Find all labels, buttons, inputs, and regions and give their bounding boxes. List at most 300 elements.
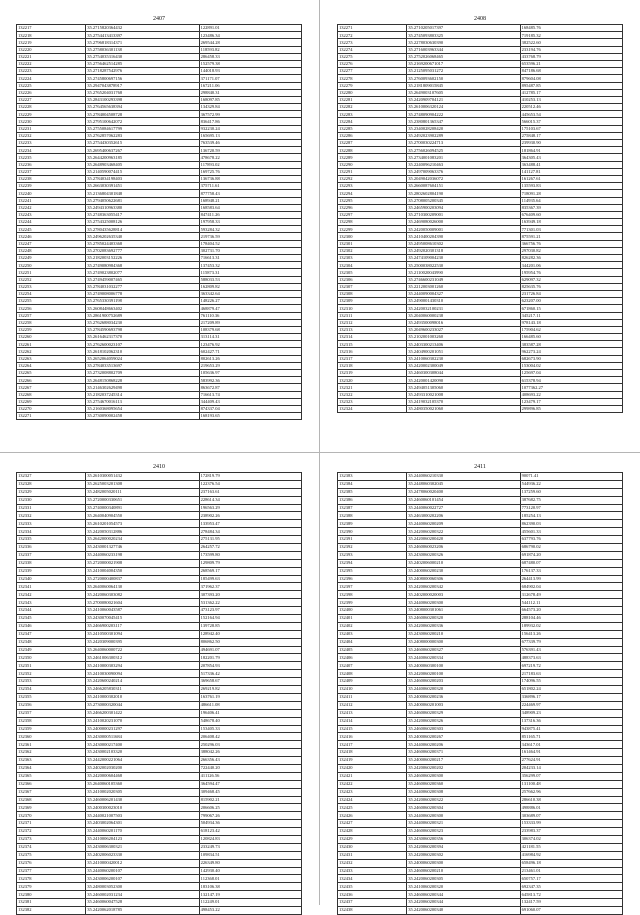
row-id-cell: 132233 [17,140,86,147]
coordinate-cell: 35.2640060064130 [86,583,199,591]
row-id-cell: 132330 [17,496,86,504]
coordinate-cell: 35.2861900752689 [86,312,199,319]
value-cell: 343617.01 [520,741,622,749]
row-id-cell: 132232 [17,132,86,139]
value-cell: 455601.33 [520,528,622,536]
table-row [17,741,302,749]
value-cell: 962273.24 [520,348,622,355]
table-row [17,559,302,567]
table-row [17,319,302,326]
row-id-cell: 132314 [338,334,407,341]
row-id-cell: 132300 [338,233,407,240]
value-cell: 168948.21 [199,197,301,204]
value-cell: 144018.93 [199,68,301,75]
row-id-cell: 132368 [17,796,86,804]
row-id-cell: 132381 [17,899,86,907]
coordinate-cell: 35.2440060233198 [86,551,199,559]
coordinate-cell: 35.2182003152226 [86,255,199,262]
coordinate-cell: 35.2618102062310 [86,348,199,355]
value-cell: 716613.74 [199,391,301,398]
value-cell: 387682.75 [520,496,622,504]
coordinate-cell: 35.2625003201308 [86,480,199,488]
table-row [338,496,623,504]
row-id-cell: 132353 [17,678,86,686]
value-cell: 645813.72 [520,891,622,899]
table-row [17,662,302,670]
row-id-cell: 132431 [338,851,407,859]
coordinate-cell: 35.2648150868228 [86,377,199,384]
table-row [17,240,302,247]
value-cell: 771301.03 [520,226,622,233]
coordinate-cell: 35.2748363055417 [86,211,199,218]
table-row [338,520,623,528]
coordinate-cell: 35.2400060200230 [407,567,520,575]
coordinate-cell: 35.2648903468405 [86,161,199,168]
row-id-cell: 132374 [17,843,86,851]
table-row [338,630,623,638]
row-id-cell: 132361 [17,741,86,749]
coordinate-cell: 35.2420060200322 [407,528,520,536]
coordinate-cell: 35.2049042036072 [407,175,520,182]
table-row [17,118,302,125]
row-id-cell: 132432 [338,859,407,867]
value-cell: 163949.18 [520,219,622,226]
row-id-cell: 132308 [338,290,407,297]
table-row [338,678,623,686]
coordinate-cell: 35.2460006201430 [86,796,199,804]
coordinate-cell: 35.2408000301061 [407,607,520,615]
table-row [338,820,623,828]
coordinate-cell: 35.2420060200344 [407,899,520,907]
row-id-cell: 132425 [338,804,407,812]
value-cell: 128942.40 [199,630,301,638]
row-id-cell: 132273 [338,39,407,46]
value-cell: 364305.43 [520,154,622,161]
row-id-cell: 132231 [17,125,86,132]
value-cell: 504934.36 [199,820,301,828]
table-row [17,749,302,757]
row-id-cell: 132289 [338,154,407,161]
table-row [17,528,302,536]
table-row [338,733,623,741]
coordinate-cell: 35.2430060200326 [407,551,520,559]
value-cell: 109834.51 [199,851,301,859]
row-id-cell: 132222 [17,60,86,67]
coordinate-cell: 35.2410002020305 [86,788,199,796]
coordinate-cell: 35.2756462514285 [86,60,199,67]
table-row [338,480,623,488]
row-id-cell: 132380 [17,891,86,899]
row-id-cell: 132373 [17,835,86,843]
row-id-cell: 132251 [17,269,86,276]
row-id-cell: 132402 [338,622,407,630]
table-row [17,828,302,836]
row-id-cell: 132337 [17,551,86,559]
row-id-cell: 132366 [17,780,86,788]
value-cell: 134329.84 [199,104,301,111]
table-row [17,709,302,717]
table-row [17,835,302,843]
table-row [17,68,302,75]
value-cell: 114935.64 [520,197,622,204]
value-cell: 195954.76 [520,269,622,276]
table-row [17,247,302,254]
table-row [17,147,302,154]
table-row [338,615,623,623]
coordinate-cell: 35.2749023802077 [86,269,199,276]
table-row [338,398,623,405]
coordinate-cell: 35.2408000060306 [407,575,520,583]
coordinate-cell: 35.2610006320124 [407,104,520,111]
row-id-cell: 132398 [338,591,407,599]
table-row [338,276,623,283]
row-id-cell: 132230 [17,118,86,125]
value-cell: 548678.40 [199,717,301,725]
row-id-cell: 132280 [338,89,407,96]
row-id-cell: 132244 [17,219,86,226]
coordinate-cell: 35.2420060200326 [407,717,520,725]
table-row [17,398,302,405]
table-row [338,488,623,496]
coordinate-cell: 35.2749008006778 [86,290,199,297]
row-id-cell: 132406 [338,654,407,662]
value-cell: 806862.50 [199,638,301,646]
coordinate-cell: 35.2748090904222 [407,111,520,118]
coordinate-cell: 35.2734001083201 [407,154,520,161]
table-row [338,132,623,139]
table-row [17,583,302,591]
value-cell: 219736.59 [199,233,301,240]
table-row [338,843,623,851]
value-cell: 932230.24 [199,125,301,132]
value-cell: 233249.73 [199,843,301,851]
table-row [338,211,623,218]
value-cell: 206408.42 [199,733,301,741]
coordinate-cell: 35.2140590074415 [86,168,199,175]
row-id-cell: 132364 [17,764,86,772]
coordinate-cell: 35.2652064059024 [86,355,199,362]
table-row [338,362,623,369]
coordinate-cell: 35.2474109004230 [407,255,520,262]
value-cell: 250296.03 [199,741,301,749]
table-row [338,591,623,599]
value-cell: 348909.23 [520,709,622,717]
coordinate-cell: 35.2460060200329 [407,709,520,717]
row-id-cell: 132383 [338,473,407,481]
row-id-cell: 132404 [338,638,407,646]
coordinate-cell: 35.2461006300312 [86,654,199,662]
value-cell: 719185.32 [520,32,622,39]
coordinate-cell: 35.2754413413397 [86,32,199,39]
coordinate-cell: 35.2420600240214 [86,678,199,686]
table-row [338,377,623,384]
row-id-cell: 132295 [338,197,407,204]
row-id-cell: 132322 [338,391,407,398]
table-row [338,764,623,772]
row-id-cell: 132342 [17,591,86,599]
value-cell: 369658.67 [199,678,301,686]
table-row [17,197,302,204]
table-row [17,125,302,132]
coordinate-cell: 35.2660087604151 [407,183,520,190]
row-id-cell: 132420 [338,764,407,772]
coordinate-cell: 35.2410020231070 [86,717,199,725]
coordinate-cell: 35.2440060201170 [86,828,199,836]
value-cell: 122891.01 [199,25,301,32]
row-id-cell: 132225 [17,82,86,89]
coordinate-cell: 35.2642000020234 [86,536,199,544]
table-row [17,772,302,780]
coordinate-cell: 35.2616462317370 [86,334,199,341]
value-cell: 233194.76 [520,46,622,53]
value-cell: 718091.28 [520,190,622,197]
row-id-cell: 132277 [338,68,407,75]
value-cell: 671860.15 [520,305,622,312]
row-id-cell: 132321 [338,384,407,391]
coordinate-cell: 35.2440060200107 [86,867,199,875]
table-row [17,883,302,891]
table-row [338,622,623,630]
coordinate-cell: 35.2663030391451 [86,183,199,190]
table-row [338,709,623,717]
value-cell: 152164.94 [199,615,301,623]
coordinate-cell: 35.2420001420090 [407,377,520,384]
coordinate-cell: 35.2700030224713 [407,140,520,147]
row-id-cell: 132245 [17,226,86,233]
value-cell: 488373.63 [520,654,622,662]
row-id-cell: 132415 [338,725,407,733]
coordinate-cell: 35.2448060302045 [407,480,520,488]
value-cell: 494691.07 [199,646,301,654]
table-row [17,312,302,319]
coordinate-cell: 35.2466200301422 [86,709,199,717]
value-cell: 156413.26 [520,630,622,638]
coordinate-cell: 35.2700080021604 [86,599,199,607]
table-row [17,413,302,420]
row-id-cell: 132237 [17,168,86,175]
table-row [17,161,302,168]
table-row [338,240,623,247]
coordinate-cell: 35.2410030090094 [86,670,199,678]
table-row [338,326,623,333]
table-row [338,96,623,103]
value-cell: 178404.52 [199,240,301,247]
table-row [338,161,623,168]
row-id-cell: 132294 [338,190,407,197]
value-cell: 336896.17 [520,693,622,701]
value-cell: 238902.26 [199,512,301,520]
value-cell: 226349.80 [199,859,301,867]
row-id-cell: 132292 [338,175,407,182]
coordinate-cell: 35.2466900203117 [86,622,199,630]
coordinate-cell: 35.2695400637267 [86,147,199,154]
coordinate-cell: 35.2403002064301 [86,820,199,828]
value-cell: 623207.00 [520,298,622,305]
coordinate-cell: 35.2784034198403 [86,175,199,182]
row-id-cell: 132426 [338,812,407,820]
coordinate-cell: 35.2756026094525 [407,147,520,154]
table-row [17,60,302,67]
coordinate-cell: 35.2410006204123 [86,835,199,843]
table-row [338,125,623,132]
table-row [17,25,302,32]
table-row [17,891,302,899]
value-cell: 650757.17 [520,875,622,883]
coordinate-cell: 35.2440060200300 [407,599,520,607]
table-row [338,355,623,362]
table-row [17,654,302,662]
table-row [17,622,302,630]
row-id-cell: 132391 [338,536,407,544]
row-id-cell: 132313 [338,326,407,333]
value-cell: 312678.49 [520,591,622,599]
value-cell: 153004.02 [520,362,622,369]
row-id-cell: 132341 [17,583,86,591]
value-cell: 383587.28 [520,341,622,348]
data-table [16,24,302,420]
coordinate-cell: 35.2420060303082 [86,591,199,599]
value-cell: 153405.33 [199,725,301,733]
value-cell: 136720.59 [199,147,301,154]
value-cell: 189932.02 [520,622,622,630]
table-row [338,75,623,82]
value-cell: 183106.38 [199,883,301,891]
table-row [338,780,623,788]
coordinate-cell: 35.2460002031234 [86,891,199,899]
row-id-cell: 132221 [17,53,86,60]
table-row [338,575,623,583]
table-row [17,269,302,276]
row-id-cell: 132336 [17,544,86,552]
table-row [17,630,302,638]
table-row [17,851,302,859]
table-row [17,607,302,615]
row-id-cell: 132389 [338,520,407,528]
table-row [338,835,623,843]
table-row [17,859,302,867]
value-cell: 237163.61 [199,488,301,496]
table-row [338,638,623,646]
table-row [17,89,302,96]
value-cell: 131100.48 [520,780,622,788]
coordinate-cell: 35.2490001430310 [407,298,520,305]
table-row [17,686,302,694]
value-cell: 306374.02 [520,835,622,843]
value-cell: 851165.71 [520,733,622,741]
value-cell: 173599.80 [199,551,301,559]
value-cell: 363342.64 [199,290,301,297]
value-cell: 692347.35 [520,883,622,891]
value-cell: 174096.55 [520,678,622,686]
row-id-cell: 132290 [338,161,407,168]
coordinate-cell: 35.2720000021908 [86,559,199,567]
row-id-cell: 132276 [338,60,407,67]
value-cell: 412785.17 [520,89,622,96]
row-id-cell: 132272 [338,32,407,39]
coordinate-cell: 35.2125095031272 [407,68,520,75]
row-id-cell: 132293 [338,183,407,190]
table-row [338,104,623,111]
table-row [338,717,623,725]
row-id-cell: 132319 [338,370,407,377]
table-row [338,262,623,269]
value-cell: 123476.92 [199,341,301,348]
table-row [338,559,623,567]
value-cell: 153333.99 [520,820,622,828]
value-cell: 112368.01 [199,875,301,883]
row-id-cell: 132418 [338,749,407,757]
coordinate-cell: 35.2802602804190 [407,190,520,197]
value-cell: 664573.20 [520,607,622,615]
value-cell: 137259.60 [520,488,622,496]
table-row [17,175,302,182]
value-cell: 433768.79 [520,53,622,60]
table-row [338,851,623,859]
table-row [17,334,302,341]
coordinate-cell: 35.2460060200371 [407,749,520,757]
row-id-cell: 132240 [17,190,86,197]
value-cell: 239930.90 [520,140,622,147]
table-row [338,341,623,348]
row-id-cell: 132340 [17,575,86,583]
coordinate-cell: 35.2469080026000 [407,219,520,226]
table-row [338,662,623,670]
table-row [17,290,302,297]
row-id-cell: 132423 [338,788,407,796]
table-row [17,843,302,851]
value-cell: 375711.61 [199,183,301,190]
coordinate-cell: 35.2492020301318 [407,247,520,254]
value-cell: 257662.96 [520,788,622,796]
value-cell: 168583.64 [199,204,301,211]
coordinate-cell: 35.2649003107605 [407,89,520,96]
value-cell: 682673.90 [520,355,622,362]
coordinate-cell: 35.2480003052300 [86,883,199,891]
row-id-cell: 132298 [338,219,407,226]
value-cell: 802613.26 [199,355,301,362]
coordinate-cell: 35.2716003963344 [407,46,520,53]
row-id-cell: 132323 [338,398,407,405]
value-cell: 478678.22 [199,154,301,161]
coordinate-cell: 35.2110020043990 [407,269,520,276]
table-row [17,757,302,765]
value-cell: 847186.68 [520,68,622,75]
coordinate-cell: 35.2496202635340 [86,233,199,240]
coordinate-cell: 35.2400060200300 [407,859,520,867]
coordinate-cell: 35.2410060302230 [407,355,520,362]
coordinate-cell: 35.2430000217400 [86,741,199,749]
table-row [338,725,623,733]
row-id-cell: 132227 [17,96,86,103]
row-id-cell: 132395 [338,567,407,575]
row-id-cell: 132235 [17,154,86,161]
coordinate-cell: 35.2420060200336 [407,622,520,630]
coordinate-cell: 35.2440060200206 [407,741,520,749]
coordinate-cell: 35.2440021007503 [86,812,199,820]
table-row [338,348,623,355]
value-cell: 1077362.27 [520,384,622,391]
value-cell: 196406.41 [199,709,301,717]
data-table [337,24,623,413]
coordinate-cell: 35.2710205017397 [407,25,520,32]
value-cell: 268569.17 [199,567,301,575]
row-id-cell: 132422 [338,780,407,788]
row-id-cell: 132369 [17,804,86,812]
value-cell: 172819.79 [199,473,301,481]
table-row [17,255,302,262]
table-row [338,183,623,190]
value-cell: 835367.39 [520,204,622,211]
